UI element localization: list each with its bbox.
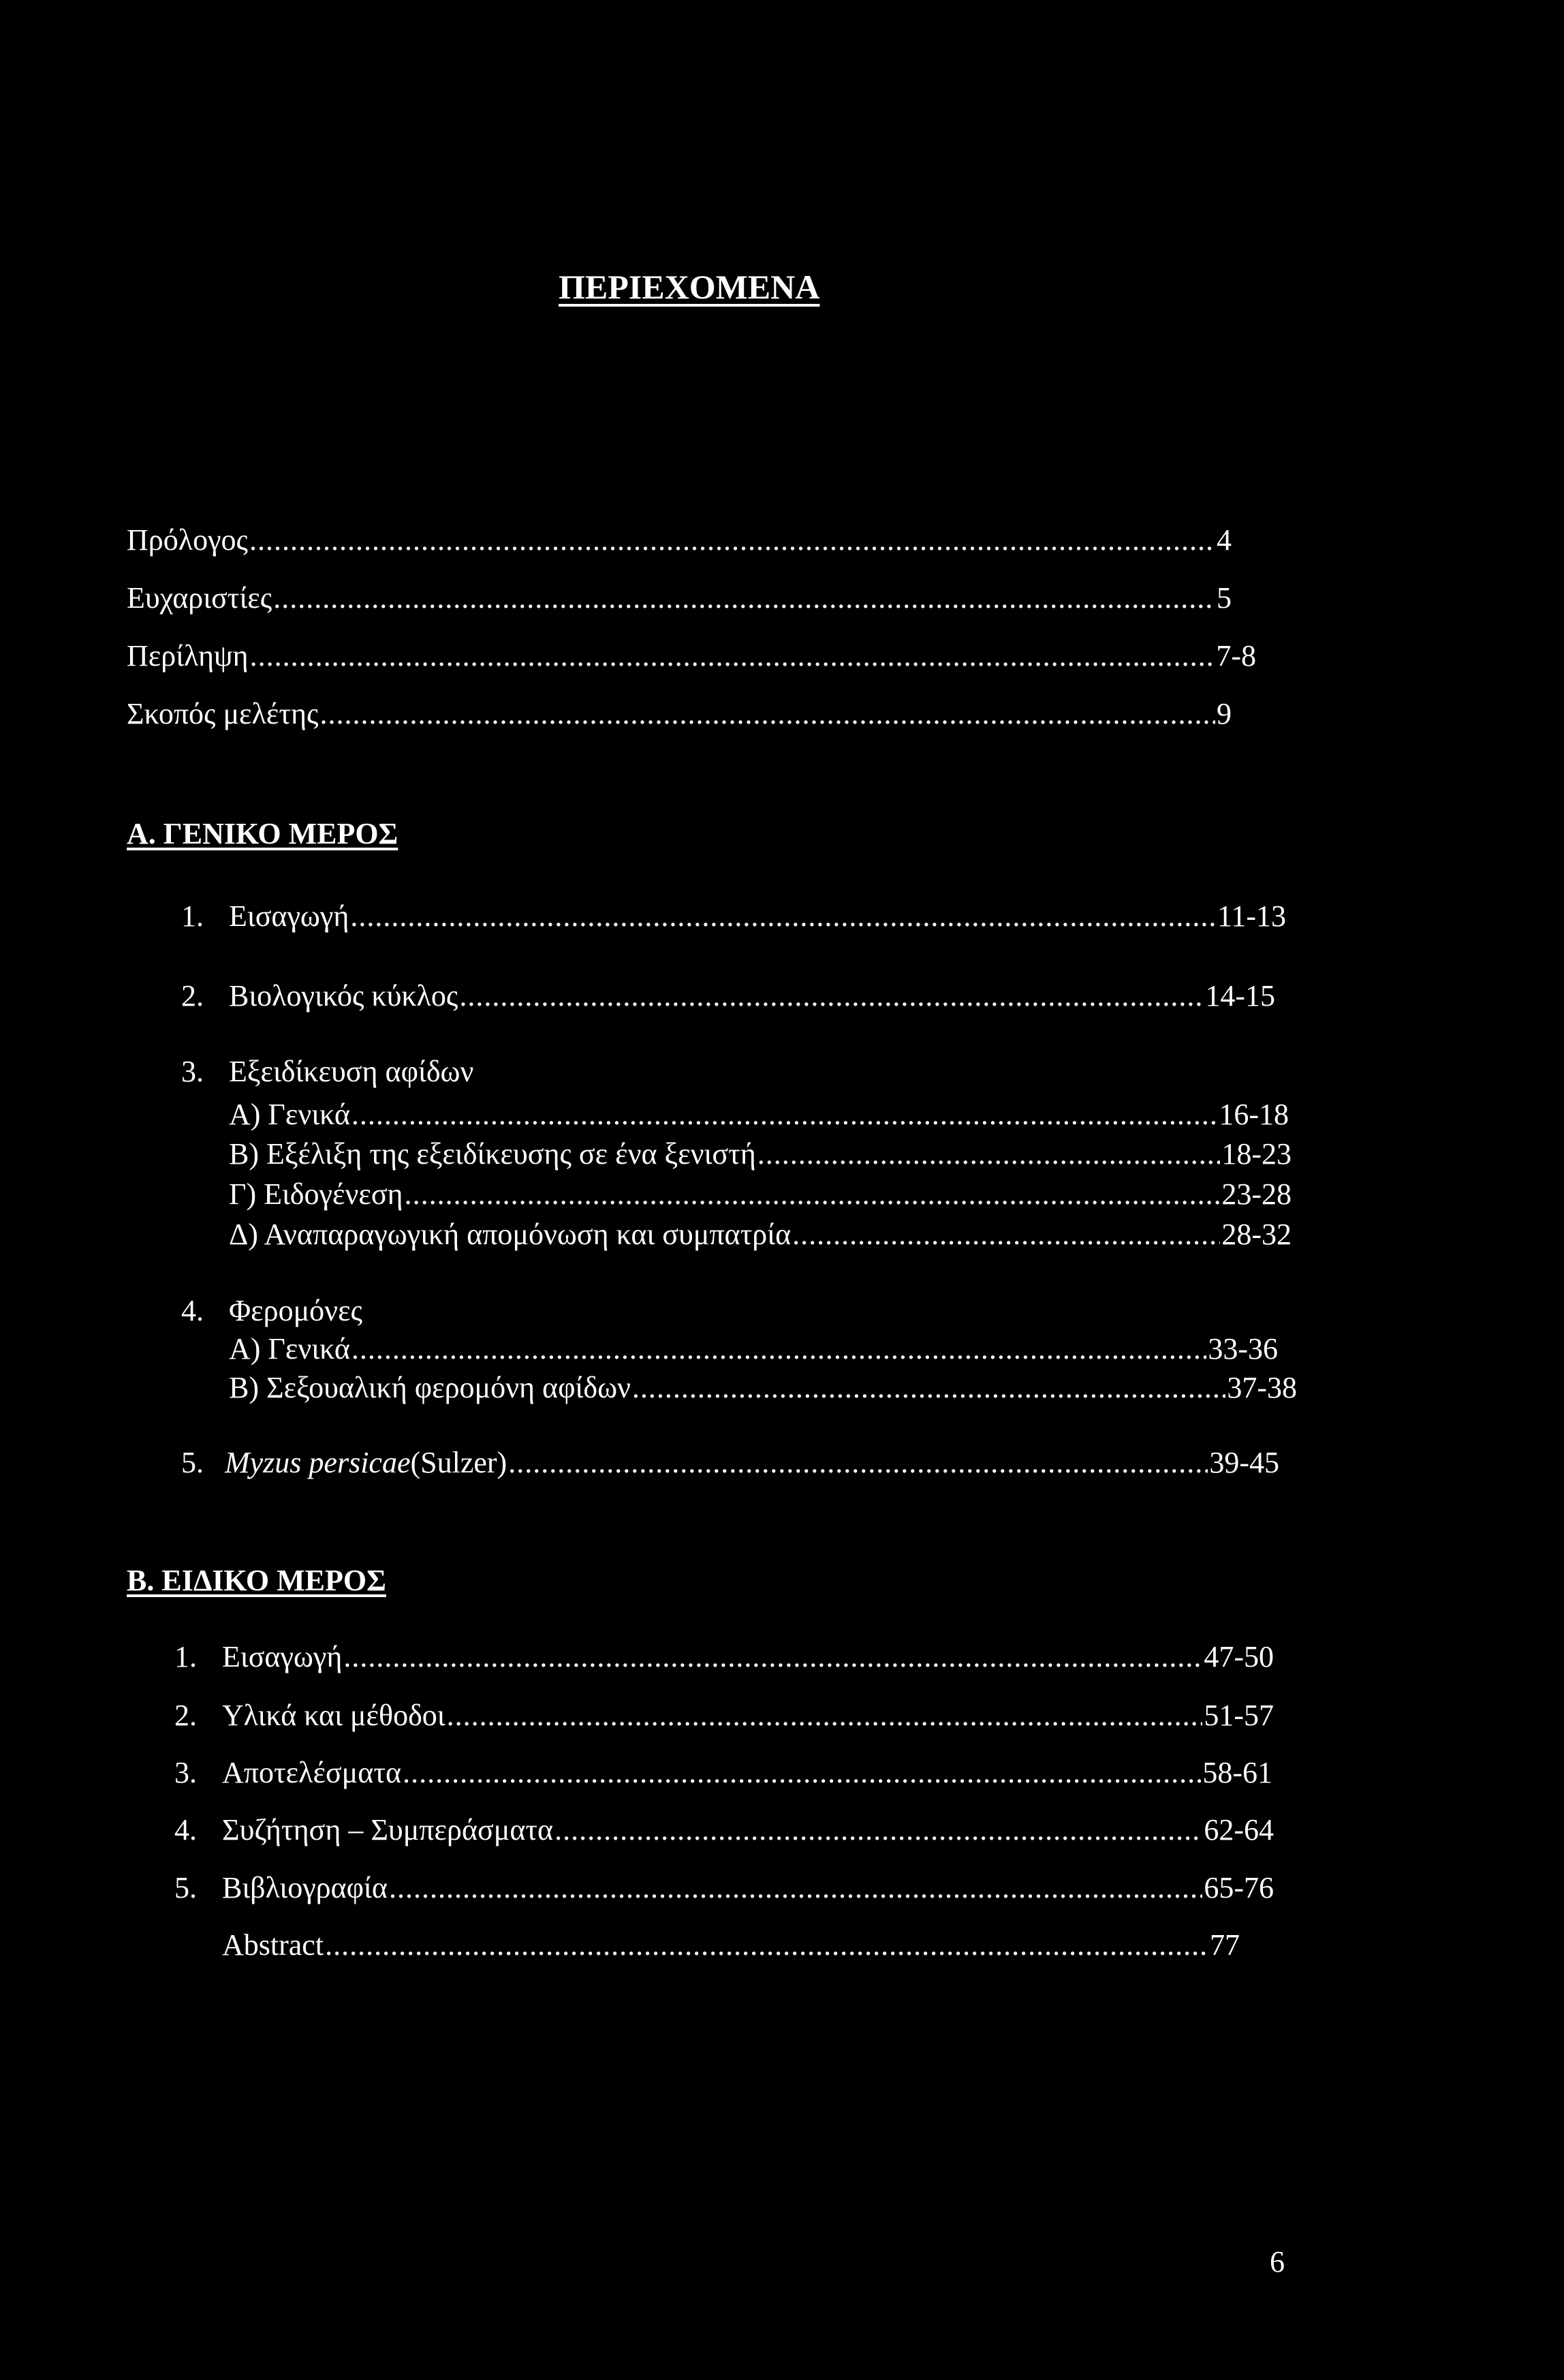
toc-leader <box>273 581 1215 615</box>
toc-label: Ευχαριστίες <box>127 581 272 615</box>
toc-entry-b1[interactable] <box>174 1639 1274 1674</box>
toc-page: 58-61 <box>1202 1756 1272 1789</box>
toc-entry-a3a[interactable] <box>229 1097 1289 1132</box>
toc-number: 4. <box>181 1294 204 1327</box>
toc-entry-b2[interactable] <box>174 1698 1274 1733</box>
toc-page: 4 <box>1217 523 1232 557</box>
toc-label: Υλικά και μέθοδοι <box>222 1699 445 1732</box>
toc-entry-a5[interactable] <box>181 1445 1279 1480</box>
toc-label: Α) Γενικά <box>229 1332 350 1365</box>
toc-label: Φερομόνες <box>229 1294 362 1327</box>
toc-leader <box>632 1370 1225 1405</box>
toc-entry-abstract-gr[interactable] <box>127 638 1256 673</box>
toc-page: 16-18 <box>1219 1098 1289 1131</box>
toc-entry-a3[interactable] <box>181 1054 473 1089</box>
toc-number: 2. <box>181 979 204 1013</box>
toc-entry-b3[interactable] <box>174 1755 1272 1790</box>
section-a-heading: Α. ΓΕΝΙΚΟ ΜΕΡΟΣ <box>127 817 398 850</box>
toc-entry-a3b[interactable] <box>229 1137 1292 1171</box>
toc-entry-a1[interactable] <box>181 899 1286 933</box>
toc-label: Abstract <box>222 1928 324 1962</box>
toc-page: 18-23 <box>1221 1137 1292 1171</box>
toc-page: 77 <box>1210 1928 1240 1962</box>
toc-page: 33-36 <box>1208 1332 1278 1365</box>
toc-label: Συζήτηση – Συμπεράσματα <box>222 1813 554 1846</box>
toc-entry-a4a[interactable] <box>229 1331 1278 1366</box>
toc-page: 5 <box>1217 581 1232 615</box>
toc-entry-b4[interactable] <box>174 1812 1274 1847</box>
toc-page: 23-28 <box>1221 1177 1292 1211</box>
toc-label: Σκοπός μελέτης <box>127 697 319 730</box>
toc-leader <box>249 523 1215 557</box>
toc-number: 1. <box>181 899 204 933</box>
section-b-heading: Β. ΕΙΔΙΚΟ ΜΕΡΟΣ <box>127 1564 386 1597</box>
toc-label-species: Myzus persicae <box>225 1446 411 1479</box>
toc-page: 9 <box>1217 697 1232 730</box>
toc-leader <box>319 696 1215 731</box>
toc-leader <box>343 1639 1202 1674</box>
toc-leader <box>250 638 1215 673</box>
toc-leader <box>325 1928 1208 1962</box>
toc-entry-b5[interactable] <box>174 1870 1274 1905</box>
toc-page: 11-13 <box>1217 899 1286 933</box>
toc-label: Α) Γενικά <box>229 1098 350 1131</box>
toc-entry-a4[interactable] <box>181 1293 362 1328</box>
toc-label: Αποτελέσματα <box>222 1756 402 1789</box>
toc-leader <box>554 1812 1202 1847</box>
toc-page: 62-64 <box>1204 1813 1274 1846</box>
toc-leader <box>403 1755 1201 1790</box>
toc-entry-a4b[interactable] <box>229 1370 1297 1405</box>
toc-leader <box>351 1097 1217 1132</box>
toc-leader <box>351 1331 1206 1366</box>
toc-label: Περίληψη <box>127 639 249 673</box>
toc-entry-acknowledgements[interactable] <box>127 581 1232 615</box>
toc-page: 39-45 <box>1209 1446 1279 1479</box>
toc-label: Εξειδίκευση αφίδων <box>229 1055 474 1088</box>
toc-leader <box>459 978 1204 1013</box>
toc-number: 4. <box>174 1813 197 1846</box>
toc-leader <box>792 1217 1220 1252</box>
toc-leader <box>447 1698 1203 1733</box>
toc-number: 5. <box>174 1871 197 1904</box>
toc-label: Γ) Ειδογένεση <box>229 1177 403 1211</box>
toc-label: Β) Εξέλιξη της εξειδίκευσης σε ένα ξενιστή <box>229 1137 756 1171</box>
toc-page: 47-50 <box>1204 1640 1274 1673</box>
toc-leader <box>405 1177 1221 1211</box>
toc-page: 14-15 <box>1205 979 1275 1013</box>
toc-leader <box>757 1137 1221 1171</box>
toc-entry-a2[interactable] <box>181 978 1275 1013</box>
toc-label: Εισαγωγή <box>229 899 349 933</box>
page-number: 6 <box>1270 2245 1285 2278</box>
toc-leader <box>508 1445 1208 1480</box>
toc-entry-a3c[interactable] <box>229 1177 1292 1211</box>
toc-label: Βιβλιογραφία <box>222 1871 388 1904</box>
toc-label: Β) Σεξουαλική φερομόνη αφίδων <box>229 1371 631 1404</box>
toc-label: Πρόλογος <box>127 523 248 557</box>
toc-entry-prologue[interactable] <box>127 523 1232 557</box>
toc-page: 7-8 <box>1216 639 1256 673</box>
toc-number: 5. <box>181 1446 204 1479</box>
toc-entry-aim[interactable] <box>127 696 1232 731</box>
toc-entry-a3d[interactable] <box>229 1217 1292 1252</box>
toc-entry-b-abstract[interactable] <box>222 1928 1240 1962</box>
toc-number: 2. <box>174 1699 197 1732</box>
toc-number: 1. <box>174 1640 197 1673</box>
toc-label: Εισαγωγή <box>222 1640 343 1673</box>
toc-page: 51-57 <box>1204 1699 1274 1732</box>
toc-label: (Sulzer) <box>410 1446 507 1479</box>
toc-page: 28-32 <box>1221 1218 1292 1251</box>
page-title: ΠΕΡΙΕΧΟΜΕΝΑ <box>559 268 820 306</box>
toc-label: Βιολογικός κύκλος <box>229 979 458 1013</box>
toc-page: 65-76 <box>1204 1871 1274 1904</box>
toc-leader <box>389 1870 1202 1905</box>
toc-leader <box>350 899 1216 933</box>
toc-page: 37-38 <box>1227 1371 1297 1404</box>
toc-label: Δ) Αναπαραγωγική απομόνωση και συμπατρία <box>229 1218 792 1251</box>
toc-number: 3. <box>174 1756 197 1789</box>
toc-number: 3. <box>181 1055 204 1088</box>
